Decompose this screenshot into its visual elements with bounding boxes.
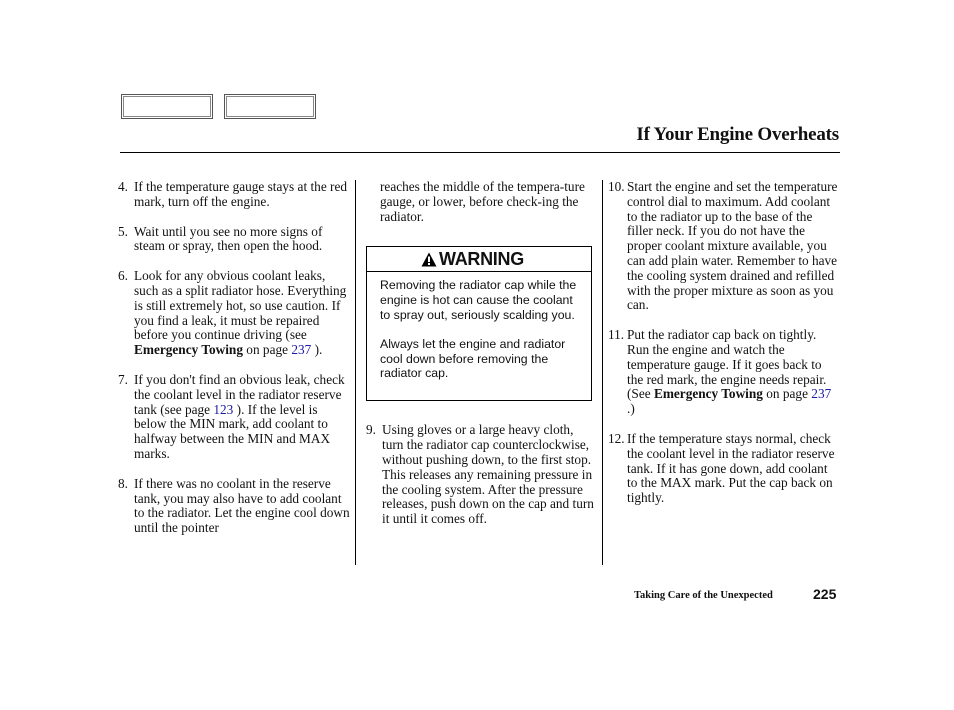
column-divider-2	[602, 180, 603, 565]
step-4	[118, 180, 350, 210]
step-text-part: Put the radiator cap back on tightly. Run the engine and watch the temperature gauge. If it goes back to the red mark, the engine needs repair. (See	[627, 327, 827, 402]
step-text	[627, 328, 840, 417]
step-text	[134, 269, 350, 358]
step-text: Start the engine and set the temperature control dial to maximum. Add coolant to the radiator up to the base of the filler neck. If you do not have the proper coolant mixture available, you can add plain water. Remember to have the cooling system drained and refilled with the proper mixture as soon as you can.	[627, 179, 838, 313]
step-number: 11.	[608, 327, 625, 343]
emergency-towing-ref: Emergency Towing	[653, 386, 763, 402]
column-1	[118, 180, 350, 551]
step-number: 12.	[608, 430, 625, 446]
step-number: 4.	[118, 179, 128, 194]
page-number: 225	[813, 586, 837, 602]
nav-previous-button[interactable]	[121, 94, 213, 119]
nav-next-button[interactable]	[224, 94, 316, 119]
step-10	[608, 180, 840, 313]
page-link-237[interactable]: 237	[811, 386, 832, 402]
warning-paragraph-1: Removing the radiator cap while the engine is hot can cause the coolant to spray out, seriously scalding you.	[380, 278, 577, 322]
step-6	[118, 269, 350, 358]
step-text-part: If you don't find an obvious leak, check the coolant level in the radiator reserve tank (see page	[134, 371, 345, 417]
warning-triangle-icon	[421, 252, 437, 267]
page-title: If Your Engine Overheats	[636, 124, 839, 145]
step-7	[118, 373, 350, 462]
page-link-237[interactable]: 237	[291, 342, 312, 358]
footer-section-label: Taking Care of the Unexpected	[634, 590, 773, 601]
warning-body	[367, 272, 591, 381]
step-text-part: ). If the level is below the MIN mark, add coolant to halfway between the MIN and MAX marks.	[134, 401, 331, 461]
step-number: 6.	[118, 268, 128, 284]
step-number: 8.	[118, 475, 128, 491]
emergency-towing-ref: Emergency Towing	[134, 342, 243, 358]
step-11	[608, 328, 840, 417]
warning-paragraph-2: Always let the engine and radiator cool down before removing the radiator cap.	[380, 337, 566, 381]
step-number: 5.	[118, 223, 128, 239]
page-link-123[interactable]: 123	[213, 401, 234, 417]
step-8-continued: reaches the middle of the tempera-ture gauge, or lower, before check-ing the radiator.	[380, 179, 585, 224]
warning-box	[366, 246, 592, 401]
step-number: 7.	[118, 371, 128, 387]
step-text: Wait until you see no more signs of steam or spray, then open the hood.	[134, 223, 323, 254]
column-2	[366, 180, 596, 542]
step-text: If there was no coolant in the reserve tank, you may also have to add coolant to the radiator. Let the engine cool down until the pointer	[134, 475, 350, 536]
step-text: If the temperature gauge stays at the red mark, turn off the engine.	[134, 179, 348, 209]
step-8	[118, 477, 350, 536]
title-divider	[120, 152, 840, 153]
column-3	[608, 180, 840, 521]
warning-header	[367, 247, 591, 272]
step-number: 9.	[366, 422, 376, 438]
step-text: If the temperature stays normal, check the coolant level in the radiator reserve tank. If it has gone down, add coolant to the MAX mark. Put the cap back on tightly.	[627, 430, 835, 506]
step-text	[134, 373, 350, 462]
step-text-part: on page	[242, 342, 292, 358]
column-divider-1	[355, 180, 356, 565]
step-9	[366, 423, 596, 527]
step-12	[608, 432, 840, 506]
warning-label: WARNING	[439, 248, 524, 269]
step-text-part: ).	[311, 342, 323, 358]
step-text-part: on page	[762, 386, 812, 402]
step-5	[118, 225, 350, 255]
step-number: 10.	[608, 179, 625, 194]
step-text-part: .)	[627, 401, 635, 417]
step-text: Using gloves or a large heavy cloth, turn the radiator cap counterclockwise, without pushing down, to the first stop. This releases any remaining pressure in the cooling system. After the pressure releases, push down on the cap and turn it until it comes off.	[382, 422, 594, 527]
step-text-part: Look for any obvious coolant leaks, such as a split radiator hose. Everything is still extremely hot, so use caution. If you find a leak, it must be repaired before you continue driving (see	[134, 268, 347, 343]
